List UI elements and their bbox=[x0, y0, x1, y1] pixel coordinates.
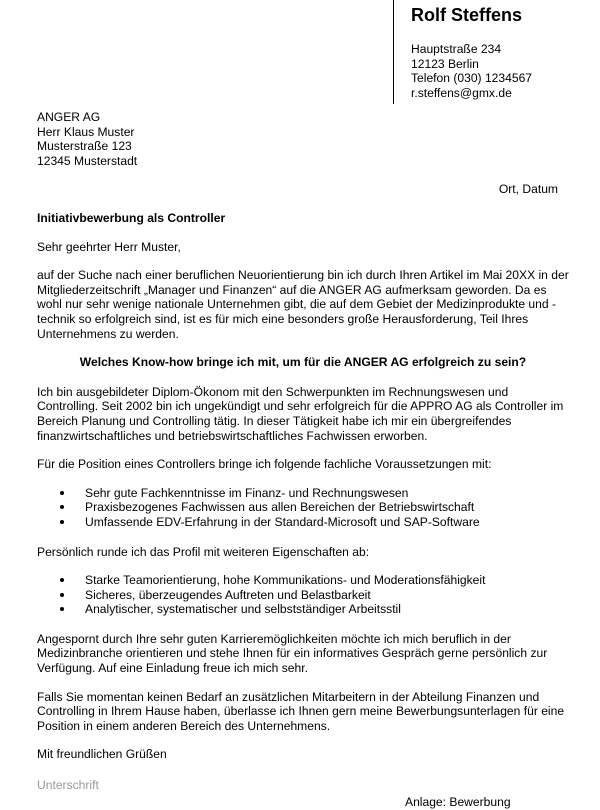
list-item: Umfassende EDV-Erfahrung in der Standard-Microsoft und SAP-Software bbox=[85, 515, 569, 530]
recipient-address bbox=[37, 110, 137, 168]
sender-name: Rolf Steffens bbox=[411, 5, 523, 25]
closing-line: Mit freundlichen Grüßen bbox=[37, 747, 167, 762]
recipient-person: Herr Klaus Muster bbox=[37, 124, 135, 139]
list-item: Sicheres, überzeugendes Auftreten und Belastbarkeit bbox=[85, 588, 569, 603]
alternative-paragraph: Falls Sie momentan keinen Bedarf an zusätzlichen Mitarbeitern in der Abteilung Finanzen und Controlling in Ihrem Hause haben, überlasse ich Ihnen gern meine Bewerbungsunterlagen für eine Position in einem anderen Bereich des Unternehmens. bbox=[37, 689, 565, 733]
professional-skills-list bbox=[37, 486, 569, 530]
sender-phone: Telefon (030) 1234567 bbox=[411, 71, 533, 86]
sender-block bbox=[393, 0, 600, 104]
recipient-company: ANGER AG bbox=[37, 110, 101, 124]
motivation-paragraph: Angespornt durch Ihre sehr guten Karrieremöglichkeiten möchte ich mich beruflich in der Medizinbranche orientieren und stehe Ihnen für ein informatives Gespräch gerne persönlich zur Verfügung. Auf eine Einladung freue ich mich sehr. bbox=[37, 631, 548, 676]
letter-body bbox=[37, 211, 569, 793]
list-item: Starke Teamorientierung, hohe Kommunikations- und Moderationsfähigkeit bbox=[85, 573, 569, 588]
place-date: Ort, Datum bbox=[498, 182, 558, 196]
sender-city: 12123 Berlin bbox=[411, 56, 479, 71]
subject-line: Initiativbewerbung als Controller bbox=[37, 211, 226, 225]
personal-skills-list bbox=[37, 573, 569, 617]
list-item: Analytischer, systematischer und selbstständiger Arbeitsstil bbox=[85, 602, 569, 617]
recipient-city: 12345 Musterstadt bbox=[37, 153, 138, 168]
sender-email: r.steffens@gmx.de bbox=[411, 85, 512, 100]
background-paragraph: Ich bin ausgebildeter Diplom-Ökonom mit den Schwerpunkten im Rechnungswesen und Controlling. Seit 2002 bin ich ungekündigt und sehr erfolgreich für die APPRO AG als Controller im Bereich Planung und Controlling tätig. In dieser Tätigkeit habe ich mir ein übergreifendes finanzwirtschaftliches und betriebswirtschaftliches Fachwissen erworben. bbox=[37, 384, 564, 443]
salutation: Sehr geehrter Herr Muster, bbox=[37, 239, 181, 254]
sender-street: Hauptstraße 234 bbox=[411, 42, 502, 56]
signature-label: Unterschrift bbox=[37, 778, 99, 793]
list-item: Sehr gute Fachkenntnisse im Finanz- und Rechnungswesen bbox=[85, 486, 569, 501]
recipient-street: Musterstraße 123 bbox=[37, 139, 132, 154]
intro-paragraph: auf der Suche nach einer beruflichen Neuorientierung bin ich durch Ihren Artikel im Mai 20XX in der Mitgliederzeitschrift „Manager und Finanzen“ auf die ANGER AG aufmerksam geworden. Da es wohl nur sehr wenige nationale Unternehmen gibt, die auf dem Gebiet der Medizinprodukte und -technik so erfolgreich sind, ist es für mich eine besonders große Herausforderung, Teil Ihres Unternehmens zu werden. bbox=[37, 268, 569, 341]
personal-skills-intro: Persönlich runde ich das Profil mit weiteren Eigenschaften ab: bbox=[37, 544, 370, 559]
list-item: Praxisbezogenes Fachwissen aus allen Bereichen der Betriebswirtschaft bbox=[85, 500, 569, 515]
professional-skills-intro: Für die Position eines Controllers bringe ich folgende fachliche Voraussetzungen mit: bbox=[37, 457, 492, 472]
highlight-question: Welches Know-how bringe ich mit, um für die ANGER AG erfolgreich zu sein? bbox=[79, 355, 527, 370]
attachment-note: Anlage: Bewerbung bbox=[405, 795, 511, 809]
